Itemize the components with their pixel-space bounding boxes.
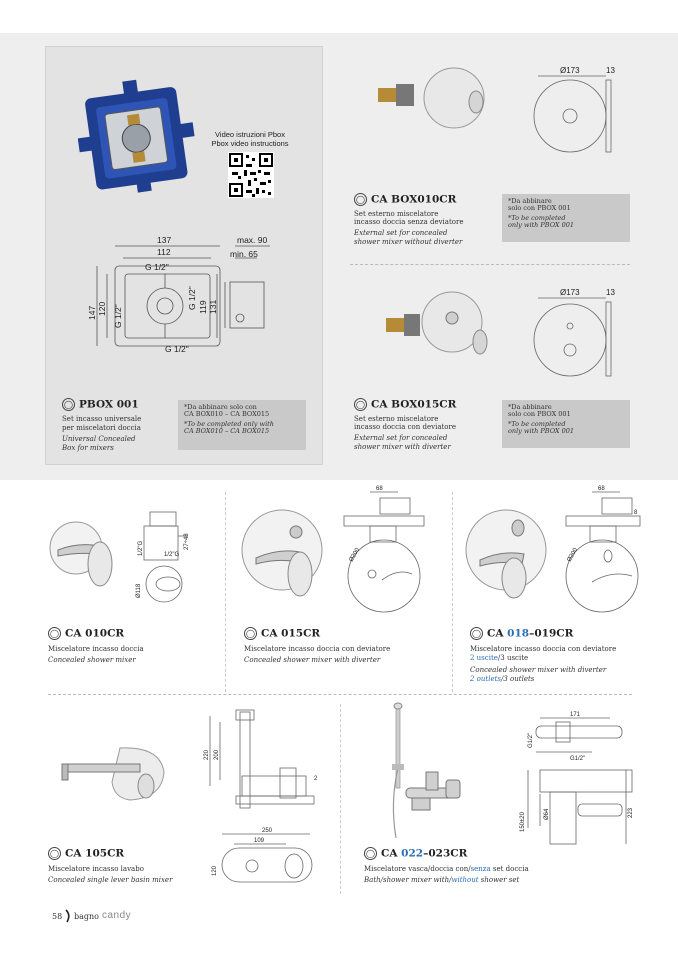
ca010-code: ◯ CA 010CR [48, 627, 124, 640]
divider [452, 492, 453, 692]
ca015-drawing [340, 484, 430, 614]
brand-mark-icon [64, 909, 72, 923]
box015-desc-en-1: External set for concealed [354, 434, 448, 442]
ca010-product-image [48, 512, 116, 592]
ca022-product-image [372, 702, 472, 842]
ca018-desc-it: Miscelatore incasso doccia con deviatore [470, 645, 617, 653]
product-code-icon: ◯ [354, 398, 367, 411]
box015-note: *Da abbinare solo con PBOX 001 *To be completed only with PBOX 001 [502, 400, 630, 448]
pbox-desc-it-1: Set incasso universale [62, 415, 142, 423]
box015-drawing [530, 288, 625, 388]
dim-137: 137 [157, 235, 172, 245]
divider [340, 704, 341, 894]
ca018-desc-en: Concealed shower mixer with diverter [470, 666, 607, 674]
ca105-product-image [50, 742, 170, 806]
pbox-desc-en-2: Box for mixers [62, 444, 114, 452]
ca015-desc-it: Miscelatore incasso doccia con deviatore [244, 645, 391, 653]
box010-depth: 13 [606, 66, 615, 75]
divider [225, 492, 226, 692]
pbox-desc-it-2: per miscelatori doccia [62, 424, 141, 432]
product-code-icon: ◯ [470, 627, 483, 640]
ca022-dim-c: G1/2" [570, 756, 586, 762]
ca018-desc-en-outlets: 2 outlets/3 outlets [470, 675, 535, 683]
pbox-technical-drawing [85, 232, 280, 362]
ca022-desc-it: Miscelatore vasca/doccia con/senza set doccia [364, 865, 529, 873]
box015-desc-it-1: Set esterno miscelatore [354, 415, 439, 423]
ca018-dim-top: 68 [598, 486, 605, 492]
pbox-code: ◯ PBOX 001 [62, 398, 139, 411]
ca018-code: ◯ CA 018–019CR [470, 627, 573, 640]
footer-logo: candy [102, 910, 132, 921]
box015-product-image [380, 290, 490, 360]
divider [48, 694, 632, 695]
product-code-icon: ◯ [364, 847, 377, 860]
product-code-icon: ◯ [62, 398, 75, 411]
dim-131: 131 [208, 299, 218, 314]
box010-desc-en-2: shower mixer without diverter [354, 238, 463, 246]
box010-drawing [530, 66, 625, 166]
ca010-dim-b: 27÷48 [184, 533, 190, 550]
box015-desc-it-2: incasso doccia con deviatore [354, 423, 457, 431]
footer-brand: bagno [74, 912, 99, 921]
box010-desc-it-1: Set esterno miscelatore [354, 210, 439, 218]
box010-dia: Ø173 [560, 66, 580, 75]
pbox-product-image [78, 76, 198, 196]
page-number: 58 [52, 912, 63, 921]
ca010-drawing [128, 506, 194, 606]
ca018-dim-side: 8 [634, 510, 638, 516]
pbox-note: *Da abbinare solo con CA BOX010 – CA BOX015 *To be completed only with CA BOX010 – CA BOX015 [178, 400, 306, 450]
ca018-product-image [462, 502, 562, 602]
video-instructions-en: Pbox video instructions [211, 139, 289, 148]
ca015-dim-dia: Ø200 [348, 547, 362, 563]
ca010-desc-it: Miscelatore incasso doccia [48, 645, 144, 653]
box010-note: *Da abbinare solo con PBOX 001 *To be completed only with PBOX 001 [502, 194, 630, 242]
dim-min: min. 65 [230, 249, 258, 259]
ca022-desc-en: Bath/shower mixer with/without shower set [364, 876, 520, 884]
ca010-dim-c: 1/2"G [164, 552, 180, 558]
box015-depth: 13 [606, 288, 615, 297]
box010-code: ◯ CA BOX010CR [354, 193, 456, 206]
ca015-desc-en: Concealed shower mixer with diverter [244, 656, 381, 664]
dim-112: 112 [157, 247, 171, 257]
dim-max: max. 90 [237, 235, 268, 245]
dim-g-right: G 1/2" [187, 286, 197, 310]
box010-desc-en-1: External set for concealed [354, 229, 448, 237]
ca105-desc-en: Concealed single lever basin mixer [48, 876, 173, 884]
qr-code-icon[interactable] [228, 152, 274, 198]
box010-product-image [372, 66, 492, 136]
dim-g-top: G 1/2" [145, 262, 169, 272]
ca022-drawing [500, 708, 635, 858]
box015-code: ◯ CA BOX015CR [354, 398, 456, 411]
ca105-dim-e: 109 [254, 838, 265, 844]
dim-147: 147 [87, 305, 97, 320]
box015-desc-en-2: shower mixer with diverter [354, 443, 451, 451]
ca018-drawing [562, 484, 652, 614]
ca022-dim-f: 223 [628, 807, 634, 818]
ca105-dim-f: 120 [212, 865, 218, 876]
ca105-dim-c: 2 [314, 776, 318, 782]
ca015-dim-top: 68 [376, 486, 383, 492]
ca105-desc-it: Miscelatore incasso lavabo [48, 865, 144, 873]
video-instructions-it: Video istruzioni Pbox [215, 130, 285, 139]
ca018-desc-it-outlets: 2 uscite/3 uscite [470, 654, 529, 662]
ca022-dim-e: Ø64 [544, 808, 550, 820]
divider [350, 264, 630, 265]
product-code-icon: ◯ [48, 847, 61, 860]
ca105-code: ◯ CA 105CR [48, 847, 124, 860]
product-code-icon: ◯ [244, 627, 257, 640]
ca022-dim-b: G1/2" [528, 732, 534, 748]
dim-119: 119 [198, 300, 208, 314]
ca010-dim-d: Ø118 [136, 583, 142, 598]
ca105-dim-d: 250 [262, 828, 273, 834]
ca015-code: ◯ CA 015CR [244, 627, 320, 640]
ca105-drawing [196, 706, 326, 886]
ca015-product-image [236, 502, 336, 602]
ca010-desc-en: Concealed shower mixer [48, 656, 136, 664]
dim-g-bottom: G 1/2" [165, 344, 189, 354]
ca022-dim-d: 150±20 [520, 812, 526, 832]
ca022-code: ◯ CA 022–023CR [364, 847, 467, 860]
box010-desc-it-2: incasso doccia senza deviatore [354, 218, 464, 226]
dim-g-left: G 1/2" [113, 304, 123, 328]
ca010-dim-a: 1/2"G [138, 540, 144, 556]
ca018-dim-dia: Ø200 [566, 547, 580, 563]
ca105-dim-a: 220 [204, 749, 210, 760]
ca105-dim-b: 200 [214, 749, 220, 760]
dim-120: 120 [97, 301, 107, 316]
product-code-icon: ◯ [48, 627, 61, 640]
pbox-desc-en-1: Universal Concealed [62, 435, 136, 443]
product-code-icon: ◯ [354, 193, 367, 206]
ca022-dim-a: 171 [570, 712, 581, 718]
box015-dia: Ø173 [560, 288, 580, 297]
